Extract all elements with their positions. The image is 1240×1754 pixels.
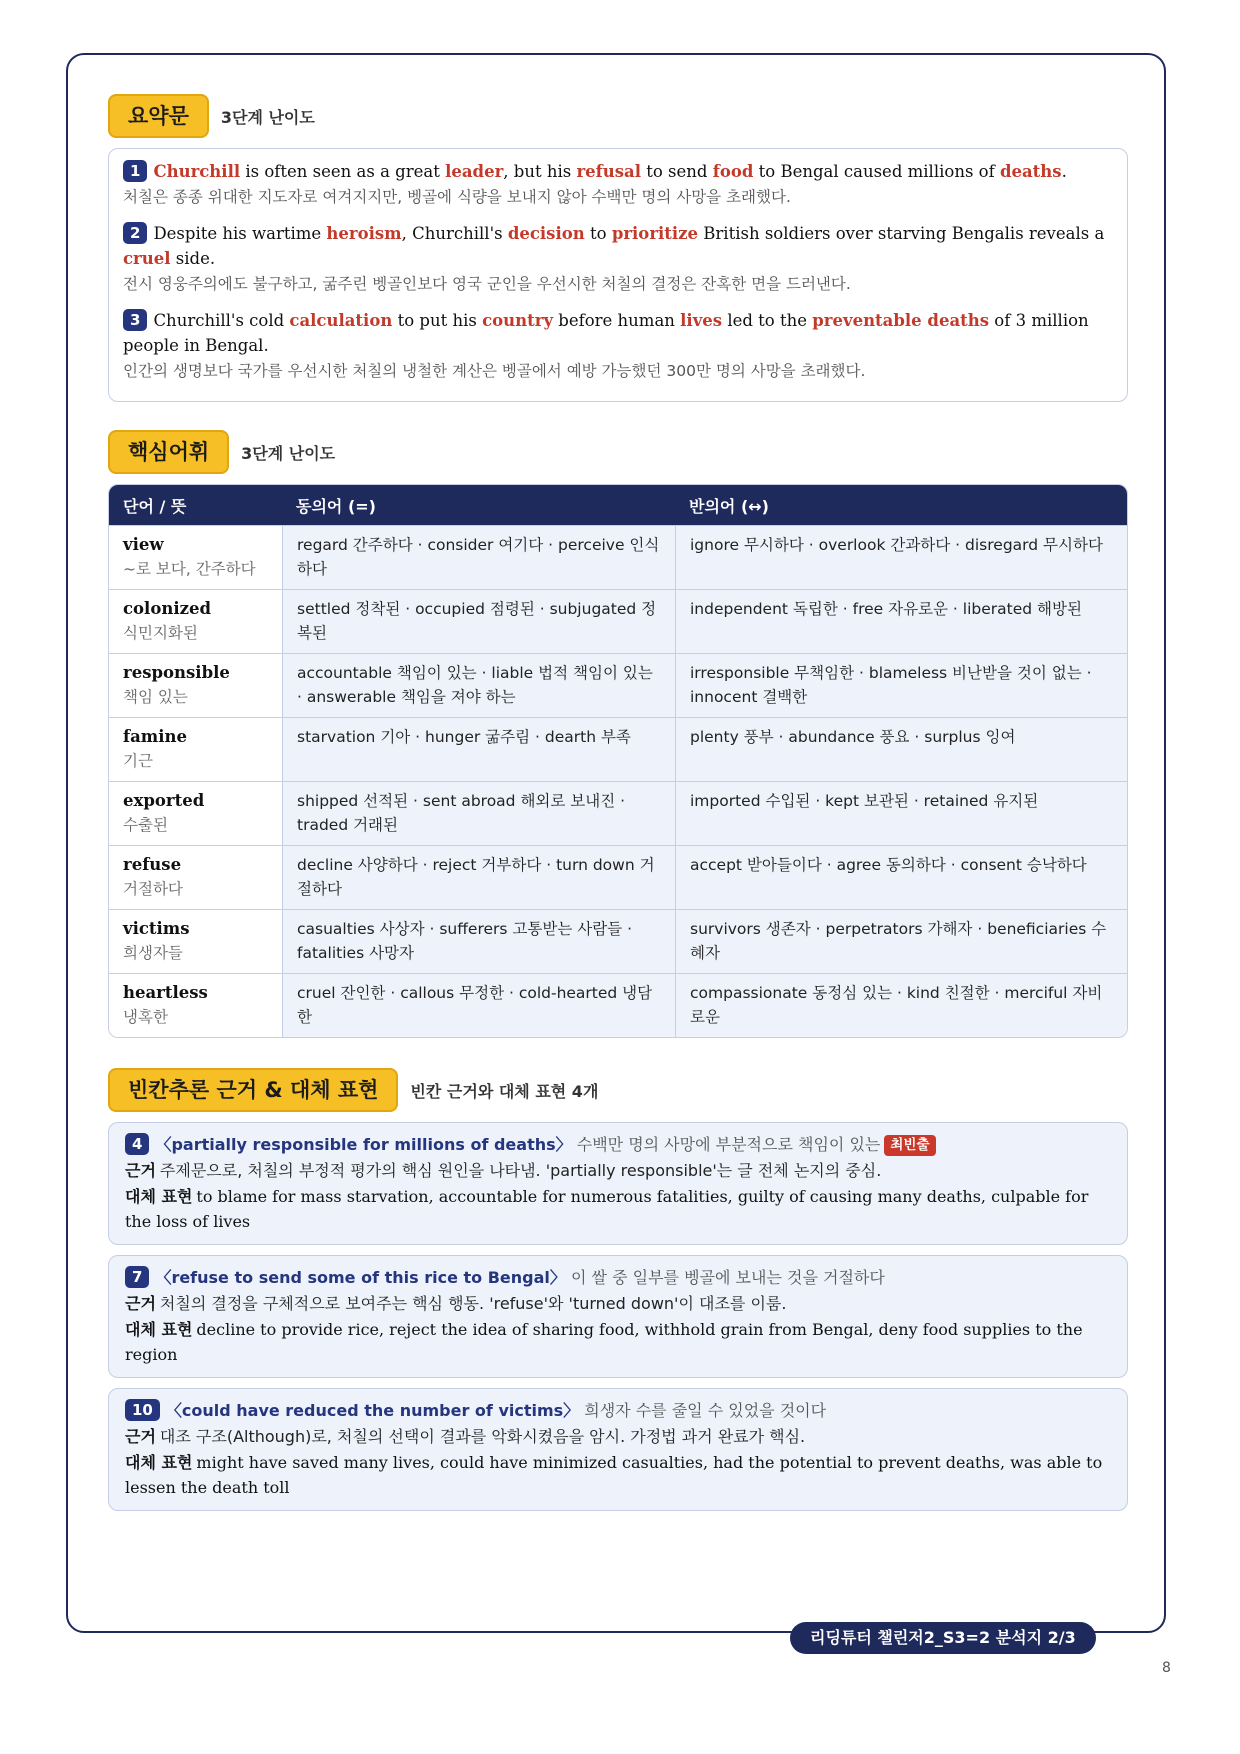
vocab-section-header — [108, 430, 1128, 474]
header-antonym: 반의어 (↔) — [675, 485, 1127, 525]
vocab-word-cell — [109, 973, 282, 1037]
highlight-word: decision — [507, 224, 585, 243]
vocab-meaning: 냉혹한 — [123, 1008, 168, 1026]
summary-box — [108, 148, 1128, 402]
summary-english — [123, 308, 1113, 358]
vocab-row — [109, 781, 1127, 845]
vocab-antonyms: accept 받아들이다 · agree 동의하다 · consent 승낙하다 — [675, 845, 1127, 909]
blank-sub: 빈칸 근거와 대체 표현 4개 — [410, 1081, 599, 1101]
blank-phrase: 〈could have reduced the number of victims〉 — [165, 1401, 580, 1420]
vocab-row — [109, 909, 1127, 973]
vocab-level: 3단계 난이도 — [241, 443, 336, 463]
vocab-synonyms: cruel 잔인한 · callous 무정한 · cold-hearted 냉담한 — [282, 973, 675, 1037]
summary-text: side. — [170, 249, 216, 268]
item-number-badge: 3 — [123, 309, 147, 331]
blank-item — [108, 1122, 1128, 1245]
vocab-word-cell — [109, 781, 282, 845]
vocab-meaning: 기근 — [123, 752, 153, 770]
highlight-word: leader — [445, 162, 504, 181]
summary-section-header — [108, 94, 1128, 138]
header-synonym: 동의어 (=) — [282, 485, 675, 525]
vocab-meaning: 희생자들 — [123, 944, 183, 962]
highlight-word: country — [482, 311, 554, 330]
vocab-header-row — [109, 485, 1127, 525]
vocab-meaning: 책임 있는 — [123, 688, 188, 706]
blank-reason: 주제문으로, 처칠의 부정적 평가의 핵심 원인을 나타냄. 'partially responsible'는 글 전체 논지의 중심. — [159, 1161, 882, 1180]
vocab-word-cell — [109, 717, 282, 781]
summary-text: is often seen as a great — [240, 162, 446, 181]
summary-level: 3단계 난이도 — [220, 107, 315, 127]
highlight-word: lives — [680, 311, 723, 330]
frequency-badge: 최빈출 — [884, 1135, 935, 1156]
vocab-word-cell — [109, 845, 282, 909]
alt-label: 대체 표현 — [125, 1187, 193, 1206]
blank-alternatives-line — [125, 1184, 1111, 1234]
footer-label: 리딩튜터 챌린저2_S3=2 분석지 2/3 — [790, 1622, 1096, 1654]
vocab-word: victims — [123, 919, 190, 938]
blank-reason-line — [125, 1291, 1111, 1317]
vocab-row — [109, 717, 1127, 781]
blank-alternatives: might have saved many lives, could have minimized casualties, had the potential to prevent deaths, was able to lessen the death toll — [125, 1453, 1103, 1497]
vocab-antonyms: independent 독립한 · free 자유로운 · liberated 해방된 — [675, 589, 1127, 653]
summary-text: Despite his wartime — [153, 224, 327, 243]
vocab-word: view — [123, 535, 164, 554]
vocab-meaning: 수출된 — [123, 816, 168, 834]
highlight-word: food — [712, 162, 754, 181]
highlight-word: calculation — [289, 311, 393, 330]
vocab-table — [108, 484, 1128, 1038]
highlight-word: preventable deaths — [812, 311, 990, 330]
highlight-word: deaths — [999, 162, 1062, 181]
summary-text: to Bengal caused millions of — [753, 162, 1000, 181]
blank-item — [108, 1255, 1128, 1378]
summary-text: to — [584, 224, 612, 243]
blank-reason-line — [125, 1424, 1111, 1450]
summary-korean: 인간의 생명보다 국가를 우선시한 처칠의 냉철한 계산은 벵골에서 예방 가능했던 300만 명의 사망을 초래했다. — [123, 362, 866, 380]
vocab-word: exported — [123, 791, 205, 810]
blank-phrase: 〈partially responsible for millions of deaths〉 — [155, 1135, 572, 1154]
highlight-word: heroism — [326, 224, 402, 243]
vocab-tag: 핵심어휘 — [108, 430, 229, 474]
vocab-antonyms: compassionate 동정심 있는 · kind 친절한 · merciful 자비로운 — [675, 973, 1127, 1037]
reason-label: 근거 — [125, 1161, 156, 1180]
summary-item — [123, 159, 1113, 209]
highlight-word: Churchill — [153, 162, 241, 181]
summary-english — [123, 159, 1113, 184]
blank-phrase: 〈refuse to send some of this rice to Bengal〉 — [155, 1268, 566, 1287]
vocab-word: colonized — [123, 599, 211, 618]
vocab-antonyms: survivors 생존자 · perpetrators 가해자 · beneficiaries 수혜자 — [675, 909, 1127, 973]
blank-number-badge: 4 — [125, 1133, 149, 1155]
summary-text: to put his — [392, 311, 483, 330]
blank-alternatives: decline to provide rice, reject the idea of sharing food, withhold grain from Bengal, deny food supplies to the region — [125, 1320, 1083, 1364]
summary-english — [123, 221, 1113, 271]
blank-meaning: 희생자 수를 줄일 수 있었을 것이다 — [584, 1401, 827, 1420]
vocab-word: heartless — [123, 983, 208, 1002]
vocab-word: famine — [123, 727, 188, 746]
vocab-antonyms: irresponsible 무책임한 · blameless 비난받을 것이 없는 · innocent 결백한 — [675, 653, 1127, 717]
summary-text: before human — [553, 311, 681, 330]
summary-korean: 처칠은 종종 위대한 지도자로 여겨지지만, 벵골에 식량을 보내지 않아 수백만 명의 사망을 초래했다. — [123, 188, 791, 206]
vocab-row — [109, 973, 1127, 1037]
blank-list — [108, 1122, 1128, 1511]
vocab-word-cell — [109, 525, 282, 589]
blank-phrase-line — [125, 1398, 1111, 1424]
summary-text: Churchill's cold — [153, 311, 290, 330]
page-content — [108, 94, 1128, 1511]
vocab-synonyms: settled 정착된 · occupied 점령된 · subjugated 정복된 — [282, 589, 675, 653]
blank-reason-line — [125, 1158, 1111, 1184]
summary-text: of 3 million people in Bengal. — [123, 311, 1089, 355]
vocab-word: responsible — [123, 663, 230, 682]
blank-reason: 처칠의 결정을 구체적으로 보여주는 핵심 행동. 'refuse'와 'turned down'이 대조를 이룸. — [159, 1294, 787, 1313]
alt-label: 대체 표현 — [125, 1453, 193, 1472]
summary-text: , but his — [503, 162, 577, 181]
highlight-word: refusal — [576, 162, 641, 181]
blank-meaning: 이 쌀 중 일부를 벵골에 보내는 것을 거절하다 — [571, 1268, 885, 1287]
vocab-synonyms: regard 간주하다 · consider 여기다 · perceive 인식하다 — [282, 525, 675, 589]
highlight-word: prioritize — [611, 224, 699, 243]
summary-text: . — [1061, 162, 1067, 181]
vocab-antonyms: imported 수입된 · kept 보관된 · retained 유지된 — [675, 781, 1127, 845]
blank-number-badge: 7 — [125, 1266, 149, 1288]
blank-section-header — [108, 1068, 1128, 1112]
vocab-meaning: 식민지화된 — [123, 624, 198, 642]
vocab-synonyms: shipped 선적된 · sent abroad 해외로 보내진 · traded 거래된 — [282, 781, 675, 845]
vocab-word-cell — [109, 909, 282, 973]
summary-text: British soldiers over starving Bengalis reveals a — [698, 224, 1105, 243]
summary-tag: 요약문 — [108, 94, 209, 138]
alt-label: 대체 표현 — [125, 1320, 193, 1339]
blank-item — [108, 1388, 1128, 1511]
vocab-synonyms: starvation 기아 · hunger 굶주림 · dearth 부족 — [282, 717, 675, 781]
blank-alternatives-line — [125, 1317, 1111, 1367]
header-word: 단어 / 뜻 — [109, 485, 282, 525]
blank-reason: 대조 구조(Although)로, 처칠의 선택이 결과를 악화시켰음을 암시. 가정법 과거 완료가 핵심. — [159, 1427, 806, 1446]
summary-text: , Churchill's — [401, 224, 508, 243]
summary-item — [123, 221, 1113, 296]
vocab-antonyms: ignore 무시하다 · overlook 간과하다 · disregard 무시하다 — [675, 525, 1127, 589]
vocab-synonyms: casualties 사상자 · sufferers 고통받는 사람들 · fatalities 사망자 — [282, 909, 675, 973]
blank-tag: 빈칸추론 근거 & 대체 표현 — [108, 1068, 398, 1112]
vocab-word-cell — [109, 589, 282, 653]
reason-label: 근거 — [125, 1294, 156, 1313]
vocab-antonyms: plenty 풍부 · abundance 풍요 · surplus 잉여 — [675, 717, 1127, 781]
highlight-word: cruel — [123, 249, 171, 268]
blank-phrase-line — [125, 1265, 1111, 1291]
summary-item — [123, 308, 1113, 383]
blank-number-badge: 10 — [125, 1399, 160, 1421]
vocab-row — [109, 845, 1127, 909]
summary-text: led to the — [722, 311, 813, 330]
reason-label: 근거 — [125, 1427, 156, 1446]
item-number-badge: 1 — [123, 160, 147, 182]
vocab-synonyms: decline 사양하다 · reject 거부하다 · turn down 거절하다 — [282, 845, 675, 909]
vocab-meaning: ~로 보다, 간주하다 — [123, 560, 256, 578]
vocab-word-cell — [109, 653, 282, 717]
blank-meaning: 수백만 명의 사망에 부분적으로 책임이 있는 — [576, 1135, 881, 1154]
vocab-row — [109, 653, 1127, 717]
item-number-badge: 2 — [123, 222, 147, 244]
blank-phrase-line — [125, 1132, 1111, 1158]
blank-alternatives: to blame for mass starvation, accountable for numerous fatalities, guilty of causing many deaths, culpable for the loss of lives — [125, 1187, 1089, 1231]
vocab-meaning: 거절하다 — [123, 880, 183, 898]
vocab-synonyms: accountable 책임이 있는 · liable 법적 책임이 있는 · answerable 책임을 져야 하는 — [282, 653, 675, 717]
vocab-row — [109, 525, 1127, 589]
summary-korean: 전시 영웅주의에도 불구하고, 굶주린 벵골인보다 영국 군인을 우선시한 처칠의 결정은 잔혹한 면을 드러낸다. — [123, 275, 851, 293]
vocab-word: refuse — [123, 855, 182, 874]
page-number: 8 — [1162, 1660, 1171, 1676]
vocab-row — [109, 589, 1127, 653]
summary-text: to send — [641, 162, 713, 181]
blank-alternatives-line — [125, 1450, 1111, 1500]
